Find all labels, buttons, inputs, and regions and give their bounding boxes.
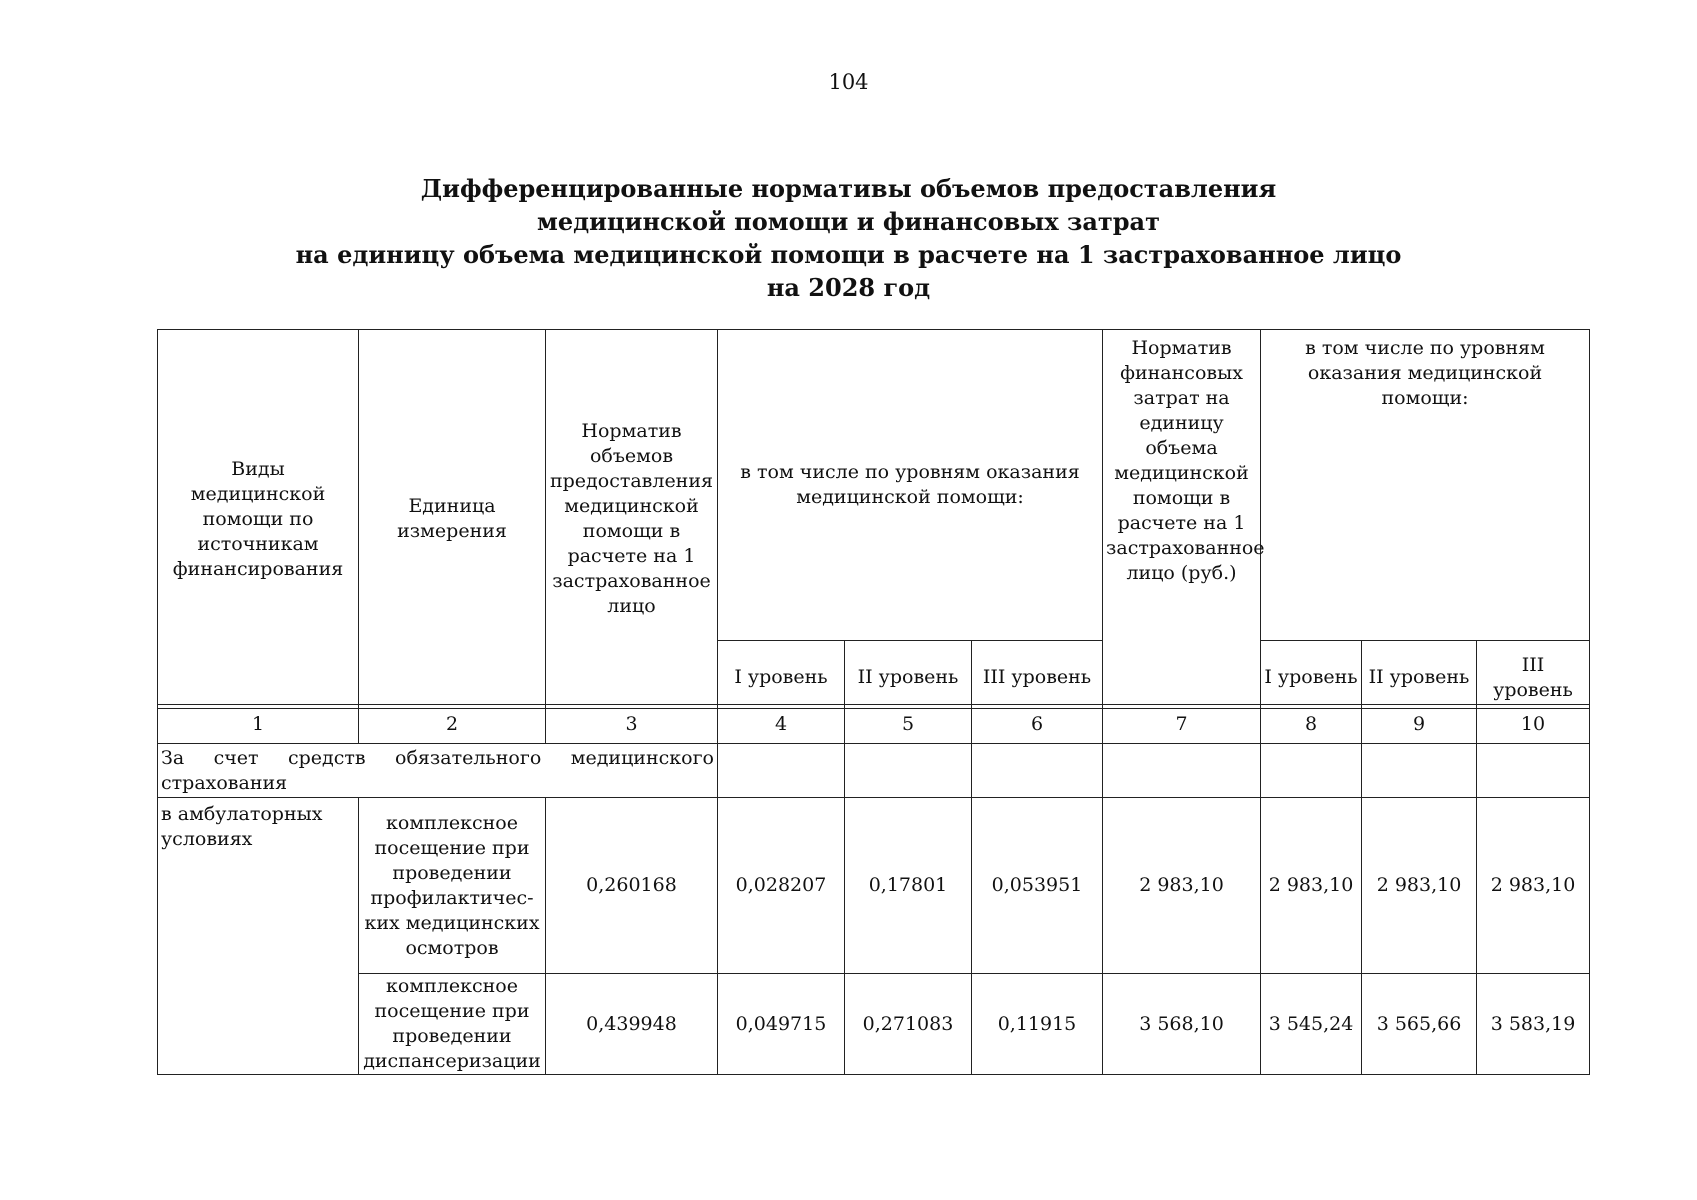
empty-cell — [718, 744, 845, 798]
value-cell: 3 565,66 — [1362, 974, 1477, 1075]
table-body — [157, 704, 1590, 1075]
column-number: 6 — [972, 705, 1103, 744]
header-level-3: III уровень — [1477, 641, 1590, 709]
value-cell: 0,049715 — [718, 974, 845, 1075]
empty-cell — [845, 744, 972, 798]
table-row — [158, 798, 1590, 974]
value-cell: 3 568,10 — [1103, 974, 1261, 1075]
empty-cell — [1477, 744, 1590, 798]
column-numbers-row — [158, 705, 1590, 744]
value-cell: 3 583,19 — [1477, 974, 1590, 1075]
header-level-2: II уровень — [1362, 641, 1477, 709]
value-cell: 0,11915 — [972, 974, 1103, 1075]
column-number: 5 — [845, 705, 972, 744]
empty-cell — [1362, 744, 1477, 798]
value-cell: 2 983,10 — [1103, 798, 1261, 974]
value-cell: 0,439948 — [546, 974, 718, 1075]
value-cell: 0,271083 — [845, 974, 972, 1075]
table-row — [158, 974, 1590, 1075]
header-levels-group-2: в том числе по уровням оказания медицинской помощи: — [1261, 330, 1590, 641]
empty-cell — [972, 744, 1103, 798]
header-level-2: II уровень — [845, 641, 972, 709]
care-type-cell: в амбулаторных условиях — [158, 798, 359, 1075]
header-types-of-care: Виды медицинской помощи по источникам финансирования — [158, 330, 359, 709]
title-line-2: медицинской помощи и финансовых затрат — [537, 207, 1160, 236]
value-cell: 0,260168 — [546, 798, 718, 974]
column-number: 8 — [1261, 705, 1362, 744]
header-level-3: III уровень — [972, 641, 1103, 709]
value-cell: 3 545,24 — [1261, 974, 1362, 1075]
value-cell: 0,17801 — [845, 798, 972, 974]
header-cost-norm: Норматив финансовых затрат на единицу объема медицинской помощи в расчете на 1 застрахованное лицо (руб.) — [1103, 330, 1261, 709]
column-number: 1 — [158, 705, 359, 744]
section-title-line-2: страхования — [161, 772, 288, 794]
table-header — [157, 329, 1590, 709]
empty-cell — [1103, 744, 1261, 798]
document-title — [0, 172, 1697, 304]
header-level-1: I уровень — [718, 641, 845, 709]
empty-cell — [1261, 744, 1362, 798]
column-number: 7 — [1103, 705, 1261, 744]
column-number: 10 — [1477, 705, 1590, 744]
column-number: 4 — [718, 705, 845, 744]
title-line-1: Дифференцированные нормативы объемов предоставления — [420, 174, 1277, 203]
unit-cell: комплексное посещение при проведении профилактичес-ких медицинских осмотров — [359, 798, 546, 974]
column-number: 2 — [359, 705, 546, 744]
value-cell: 0,028207 — [718, 798, 845, 974]
value-cell: 2 983,10 — [1362, 798, 1477, 974]
header-volume-norm: Норматив объемов предоставления медицинской помощи в расчете на 1 застрахованное лицо — [546, 330, 718, 709]
section-title-line-1: За счет средств обязательного медицинского — [161, 747, 714, 769]
unit-cell: комплексное посещение при проведении диспансеризации — [359, 974, 546, 1075]
header-level-1: I уровень — [1261, 641, 1362, 709]
value-cell: 2 983,10 — [1477, 798, 1590, 974]
section-row — [158, 744, 1590, 798]
header-unit: Единица измерения — [359, 330, 546, 709]
title-line-3: на единицу объема медицинской помощи в расчете на 1 застрахованное лицо — [295, 240, 1402, 269]
section-title — [158, 744, 718, 798]
column-number: 9 — [1362, 705, 1477, 744]
column-number: 3 — [546, 705, 718, 744]
title-line-4: на 2028 год — [766, 273, 931, 302]
header-levels-group-1: в том числе по уровням оказания медицинской помощи: — [718, 330, 1103, 641]
page-number: 104 — [828, 70, 869, 94]
value-cell: 0,053951 — [972, 798, 1103, 974]
value-cell: 2 983,10 — [1261, 798, 1362, 974]
